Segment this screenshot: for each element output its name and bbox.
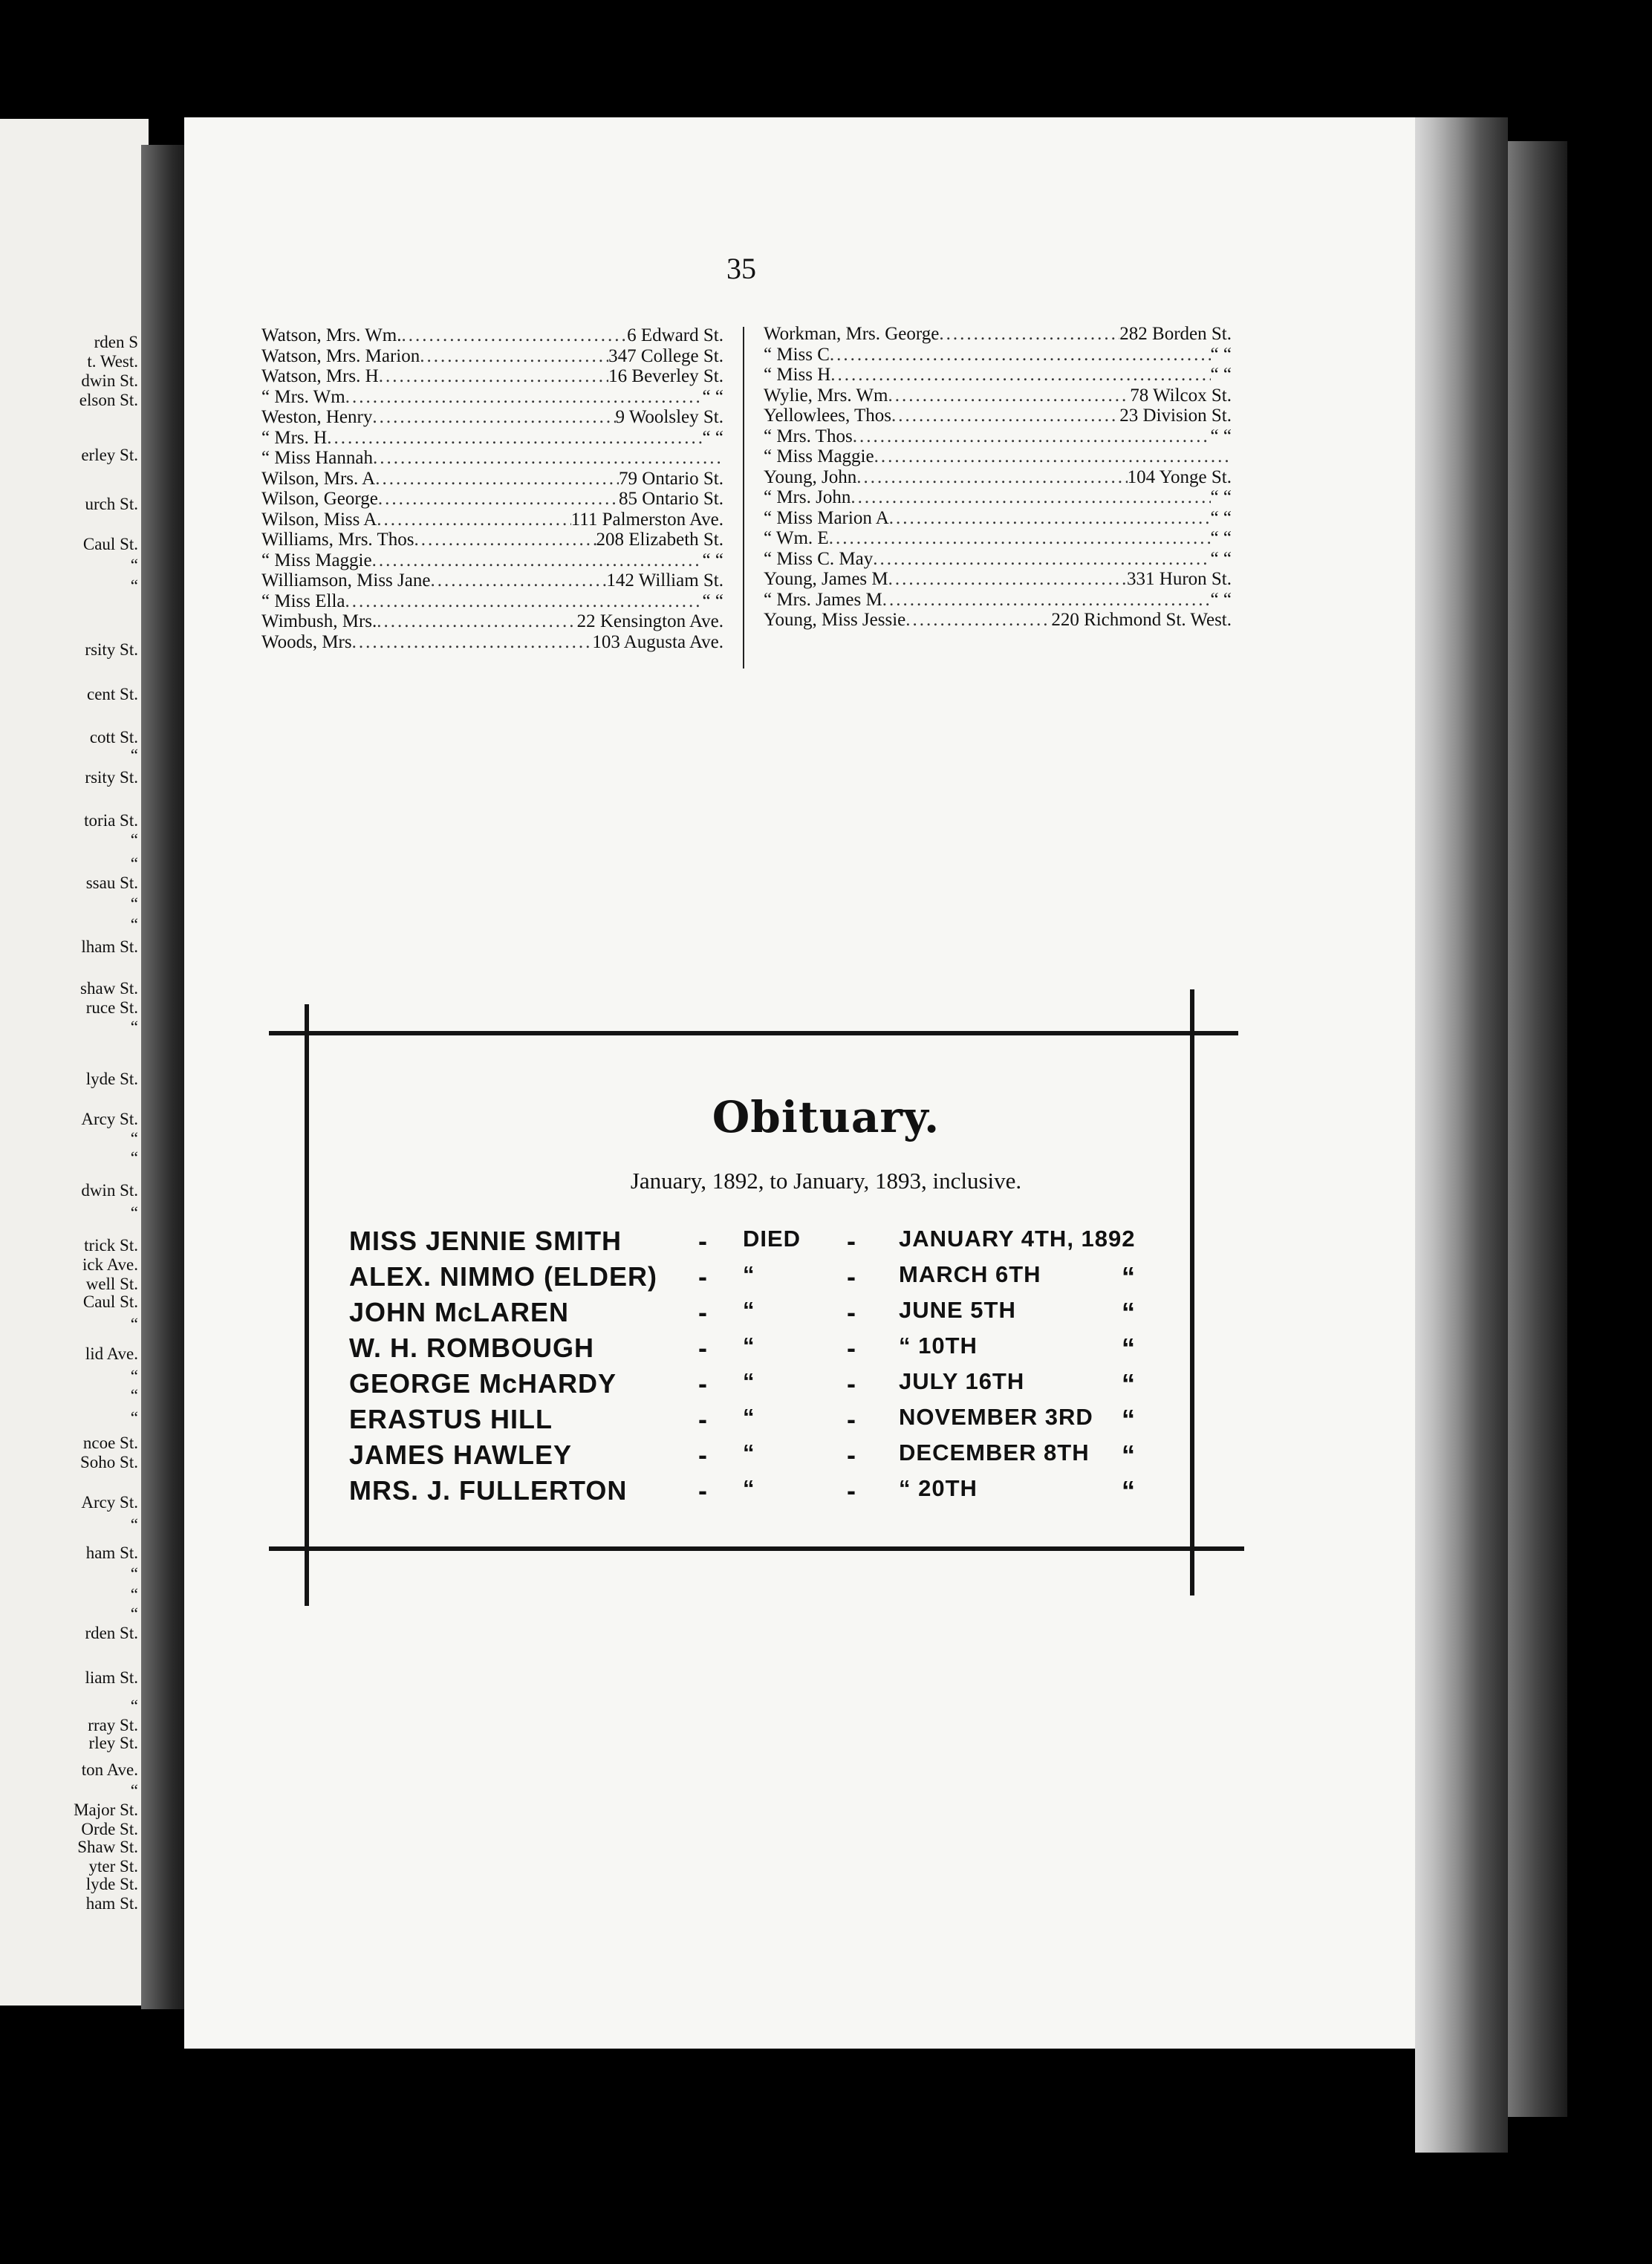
directory-entry [764, 324, 1232, 345]
entry-address: “ “ [1210, 548, 1232, 569]
entry-address: “ “ [702, 591, 723, 611]
ditto-mark: “ [1122, 1475, 1135, 1506]
directory-entry [764, 569, 1232, 590]
obituary-subtitle: January, 1892, to January, 1893, inclusive. [630, 1168, 1022, 1194]
left-page-fragment: “ [130, 576, 138, 595]
leader-dots [420, 346, 608, 367]
died-label: “ [743, 1297, 755, 1323]
leader-dots [372, 407, 615, 428]
leader-dots [373, 448, 723, 469]
separator-dash: - [698, 1333, 707, 1363]
deceased-name: GEORGE McHARDY [349, 1368, 617, 1399]
obituary-entry [349, 1261, 1181, 1297]
entry-address: 79 Ontario St. [619, 468, 723, 489]
directory-entry [261, 510, 723, 530]
leader-dots [830, 345, 1211, 365]
left-page-fragment: trick St. [84, 1236, 138, 1255]
directory-entry [261, 325, 723, 346]
ditto-mark: “ [1122, 1404, 1135, 1434]
left-page-fragment: “ [130, 1018, 138, 1036]
leader-dots [378, 489, 619, 510]
directory-entry [764, 508, 1232, 529]
left-page-fragment: lyde St. [85, 1875, 138, 1893]
entry-name: Workman, Mrs. George [764, 324, 940, 344]
directory-entry [261, 428, 723, 449]
entry-address: 78 Wilcox St. [1130, 385, 1232, 406]
deceased-name: JOHN McLAREN [349, 1297, 570, 1327]
entry-address: “ “ [1210, 344, 1232, 365]
left-page-fragment: Soho St. [80, 1453, 138, 1471]
separator-dash: - [698, 1440, 707, 1470]
deceased-name: ERASTUS HILL [349, 1404, 553, 1434]
separator-dash: - [847, 1368, 856, 1399]
left-page-fragment: “ [130, 1697, 138, 1715]
entry-address: “ “ [1210, 507, 1232, 528]
death-date: “ 10TH [899, 1333, 978, 1359]
left-page-fragment: ncoe St. [82, 1434, 138, 1452]
separator-dash: - [698, 1297, 707, 1327]
entry-name: Young, John [764, 466, 857, 487]
leader-dots [402, 325, 628, 346]
entry-name: Yellowlees, Thos [764, 406, 892, 426]
ditto-mark: “ [1122, 1440, 1135, 1470]
entry-name: “ Mrs. H [261, 427, 328, 448]
directory-left-column [261, 325, 723, 652]
left-page-fragment: rray St. [88, 1716, 138, 1734]
entry-address: 208 Elizabeth St. [596, 530, 723, 550]
left-page-fragment: lyde St. [85, 1070, 138, 1088]
died-label: “ [743, 1440, 755, 1466]
directory-entry [261, 489, 723, 510]
entry-name: “ Miss H [764, 365, 831, 385]
deceased-name: MRS. J. FULLERTON [349, 1475, 628, 1506]
leader-dots [891, 406, 1119, 426]
ditto-mark: “ [1122, 1261, 1135, 1292]
separator-dash: - [698, 1404, 707, 1434]
entry-name: Weston, Henry [261, 407, 373, 427]
directory-entry [261, 387, 723, 408]
left-page-fragment: “ [130, 1604, 138, 1623]
entry-address: 85 Ontario St. [619, 489, 723, 509]
entry-name: “ Miss C. May [764, 548, 874, 569]
directory-entry [261, 407, 723, 428]
entry-name: “ Mrs. John [764, 487, 851, 507]
deceased-name: W. H. ROMBOUGH [349, 1333, 594, 1363]
left-page-fragment: “ [130, 915, 138, 934]
separator-dash: - [847, 1261, 856, 1292]
entry-address: 22 Kensington Ave. [576, 611, 723, 631]
entry-address: “ “ [702, 427, 723, 448]
leader-dots [853, 426, 1211, 447]
leader-dots [430, 570, 606, 591]
ditto-mark: “ [1122, 1368, 1135, 1399]
left-page-fragment: Major St. [74, 1801, 138, 1819]
left-page-fragment: cott St. [89, 728, 138, 746]
left-page-fragment: “ [130, 1564, 138, 1583]
leader-dots [345, 387, 703, 408]
entry-address: 347 College St. [608, 345, 723, 366]
left-page-fragment: t. West. [87, 352, 138, 371]
died-label: “ [743, 1368, 755, 1394]
leader-dots [888, 386, 1130, 406]
left-page-fragment: dwin St. [81, 1181, 138, 1200]
left-page-fragment: liam St. [85, 1668, 138, 1687]
leader-dots [874, 446, 1232, 467]
entry-name: Wylie, Mrs. Wm [764, 385, 888, 406]
leader-dots [372, 550, 703, 571]
left-page-fragment: elson St. [79, 391, 138, 409]
left-page-fragment: “ [130, 1515, 138, 1534]
died-label: DIED [743, 1226, 801, 1252]
directory-entry [764, 426, 1232, 447]
entry-address: “ “ [1210, 528, 1232, 548]
directory-entry [764, 487, 1232, 508]
left-page-fragment: “ [130, 1129, 138, 1148]
left-page-fragment: “ [130, 1386, 138, 1405]
obituary-entry [349, 1333, 1181, 1368]
entry-address: 6 Edward St. [627, 325, 723, 345]
left-facing-page [0, 119, 149, 2006]
left-page-fragment: erley St. [81, 446, 138, 464]
left-page-fragment: lham St. [81, 937, 138, 956]
entry-name: Watson, Mrs. Marion [261, 345, 420, 366]
leader-dots [379, 366, 608, 387]
entry-name: Woods, Mrs [261, 631, 352, 652]
obituary-list [349, 1226, 1181, 1511]
entry-name: Young, Miss Jessie [764, 610, 906, 630]
leader-dots [830, 365, 1210, 386]
died-label: “ [743, 1475, 755, 1501]
frame-top-rule [269, 1031, 1238, 1035]
left-page-fragment: Orde St. [81, 1820, 138, 1838]
entry-name: Williams, Mrs. Thos [261, 530, 414, 550]
directory-entry [764, 549, 1232, 570]
leader-dots [873, 549, 1210, 570]
leader-dots [851, 487, 1210, 508]
directory-entry [261, 469, 723, 489]
left-page-fragment: Shaw St. [77, 1838, 138, 1856]
entry-name: “ Miss Ella [261, 591, 345, 611]
death-date: DECEMBER 8TH [899, 1440, 1090, 1466]
entry-name: “ Miss Hannah [261, 448, 373, 468]
ditto-mark: “ [1122, 1297, 1135, 1327]
page-number: 35 [726, 252, 756, 285]
directory-entry [261, 591, 723, 612]
left-page-fragment: ick Ave. [82, 1255, 138, 1274]
entry-address: “ “ [1210, 487, 1232, 507]
left-page-fragment: “ [130, 1203, 138, 1222]
leader-dots [939, 324, 1119, 345]
separator-dash: - [698, 1226, 707, 1256]
separator-dash: - [847, 1440, 856, 1470]
entry-address: “ “ [702, 550, 723, 570]
left-page-fragment: rsity St. [85, 768, 138, 787]
directory-entry [261, 366, 723, 387]
ditto-mark: “ [1122, 1333, 1135, 1363]
directory-entry [261, 448, 723, 469]
left-page-fragment: “ [130, 1315, 138, 1333]
entry-address: 103 Augusta Ave. [592, 631, 723, 652]
left-page-fragment: lid Ave. [85, 1344, 138, 1363]
entry-address: “ “ [1210, 426, 1232, 446]
entry-address: 104 Yonge St. [1127, 466, 1232, 487]
left-page-fragment: ton Ave. [81, 1760, 138, 1779]
left-page-fragment: “ [130, 746, 138, 764]
leader-dots [327, 428, 702, 449]
entry-address: 9 Woolsley St. [615, 407, 723, 427]
death-date: NOVEMBER 3RD [899, 1404, 1093, 1430]
separator-dash: - [847, 1297, 856, 1327]
separator-dash: - [847, 1333, 856, 1363]
death-date: “ 20TH [899, 1475, 978, 1501]
separator-dash: - [698, 1261, 707, 1292]
obituary-entry [349, 1368, 1181, 1404]
entry-name: Wilson, George [261, 489, 378, 509]
entry-address: 220 Richmond St. West. [1051, 610, 1232, 630]
entry-address: “ “ [1210, 589, 1232, 610]
death-date: JANUARY 4TH, 1892 [899, 1226, 1136, 1252]
left-page-fragment: “ [130, 1781, 138, 1800]
death-date: JUNE 5TH [899, 1297, 1016, 1323]
left-page-fragment: yter St. [88, 1857, 138, 1876]
entry-address: 111 Palmerston Ave. [570, 509, 723, 530]
left-page-fragment: rden S [94, 333, 138, 351]
left-page-fragment: “ [130, 854, 138, 873]
entry-name: “ Mrs. James M [764, 589, 882, 610]
entry-name: Wilson, Mrs. A [261, 468, 376, 489]
deceased-name: ALEX. NIMMO (ELDER) [349, 1261, 657, 1292]
column-divider [743, 327, 744, 669]
obituary-title: Obituary. [712, 1092, 940, 1142]
directory-entry [261, 632, 723, 653]
leader-dots [856, 467, 1127, 488]
obituary-entry [349, 1475, 1181, 1511]
separator-dash: - [847, 1404, 856, 1434]
separator-dash: - [698, 1475, 707, 1506]
entry-name: “ Miss C [764, 344, 830, 365]
left-page-fragment: Caul St. [82, 535, 138, 553]
entry-name: Young, James M [764, 569, 888, 589]
entry-address: 16 Beverley St. [608, 366, 723, 386]
entry-address: “ “ [702, 386, 723, 407]
directory-right-column [764, 324, 1232, 631]
leader-dots [377, 611, 576, 632]
entry-name: Wimbush, Mrs. [261, 611, 377, 631]
directory-entry [764, 528, 1232, 549]
left-page-fragment: “ [130, 556, 138, 574]
separator-dash: - [847, 1226, 856, 1256]
left-page-fragment: rley St. [88, 1734, 138, 1752]
entry-name: “ Wm. E [764, 528, 829, 548]
entry-name: Watson, Mrs. Wm. [261, 325, 402, 345]
died-label: “ [743, 1404, 755, 1430]
entry-address: “ “ [1210, 365, 1232, 385]
entry-name: Williamson, Miss Jane [261, 570, 431, 591]
directory-entry [261, 530, 723, 550]
obituary-entry [349, 1297, 1181, 1333]
left-page-fragment: ham St. [85, 1894, 138, 1913]
left-page-fragment: “ [130, 1367, 138, 1385]
left-page-fragment: rsity St. [85, 640, 138, 659]
directory-entry [764, 345, 1232, 365]
leader-dots [377, 510, 570, 530]
obituary-entry [349, 1404, 1181, 1440]
entry-name: Watson, Mrs. H [261, 366, 379, 386]
entry-name: “ Miss Marion A [764, 507, 889, 528]
leader-dots [888, 569, 1127, 590]
directory-entry [261, 346, 723, 367]
left-page-fragment: “ [130, 1148, 138, 1167]
left-page-fragment: ssau St. [85, 874, 138, 892]
left-page-fragment: urch St. [85, 495, 138, 513]
entry-address: 331 Huron St. [1127, 569, 1232, 589]
directory-entry [764, 365, 1232, 386]
entry-address: 23 Division St. [1119, 406, 1232, 426]
obituary-entry [349, 1440, 1181, 1475]
left-page-fragment: rden St. [85, 1624, 138, 1642]
death-date: MARCH 6TH [899, 1261, 1041, 1287]
left-page-fragment: ham St. [85, 1544, 138, 1562]
directory-entry [261, 570, 723, 591]
entry-name: “ Miss Maggie [764, 446, 874, 466]
frame-bottom-rule [269, 1546, 1244, 1551]
entry-name: “ Mrs. Wm [261, 386, 345, 407]
entry-name: “ Mrs. Thos [764, 426, 853, 446]
leader-dots [352, 632, 593, 653]
entry-name: “ Miss Maggie [261, 550, 372, 570]
leader-dots [889, 508, 1211, 529]
separator-dash: - [698, 1368, 707, 1399]
death-date: JULY 16TH [899, 1368, 1025, 1394]
directory-entry [261, 550, 723, 571]
obituary-entry [349, 1226, 1181, 1261]
directory-entry [764, 467, 1232, 488]
entry-address: 282 Borden St. [1119, 324, 1232, 344]
deceased-name: MISS JENNIE SMITH [349, 1226, 622, 1256]
left-page-fragment: shaw St. [80, 979, 138, 998]
leader-dots [375, 469, 619, 489]
left-page-fragment: Arcy St. [81, 1110, 138, 1128]
leader-dots [905, 610, 1051, 631]
entry-address: 142 William St. [606, 570, 723, 591]
left-page-fragment: “ [130, 894, 138, 913]
left-page-fragment: Caul St. [82, 1292, 138, 1311]
directory-entry [764, 446, 1232, 467]
directory-entry [764, 590, 1232, 611]
died-label: “ [743, 1261, 755, 1287]
left-page-fragment: dwin St. [81, 371, 138, 390]
leader-dots [829, 528, 1211, 549]
left-page-fragment: cent St. [87, 685, 138, 703]
left-page-fragment: “ [130, 1585, 138, 1604]
left-page-fragment: well St. [85, 1275, 138, 1293]
directory-entry [764, 406, 1232, 426]
leader-dots [882, 590, 1211, 611]
left-page-fragment: “ [130, 830, 138, 849]
directory-entry [261, 611, 723, 632]
entry-name: Wilson, Miss A [261, 509, 377, 530]
left-page-fragment: toria St. [84, 811, 138, 830]
frame-right-rule [1190, 989, 1194, 1595]
leader-dots [345, 591, 703, 612]
directory-entry [764, 610, 1232, 631]
left-page-fragment: “ [130, 1408, 138, 1427]
died-label: “ [743, 1333, 755, 1359]
deceased-name: JAMES HAWLEY [349, 1440, 573, 1470]
left-page-fragment: Arcy St. [81, 1493, 138, 1512]
left-page-fragment: ruce St. [85, 998, 138, 1017]
separator-dash: - [847, 1475, 856, 1506]
leader-dots [414, 530, 596, 550]
directory-entry [764, 386, 1232, 406]
